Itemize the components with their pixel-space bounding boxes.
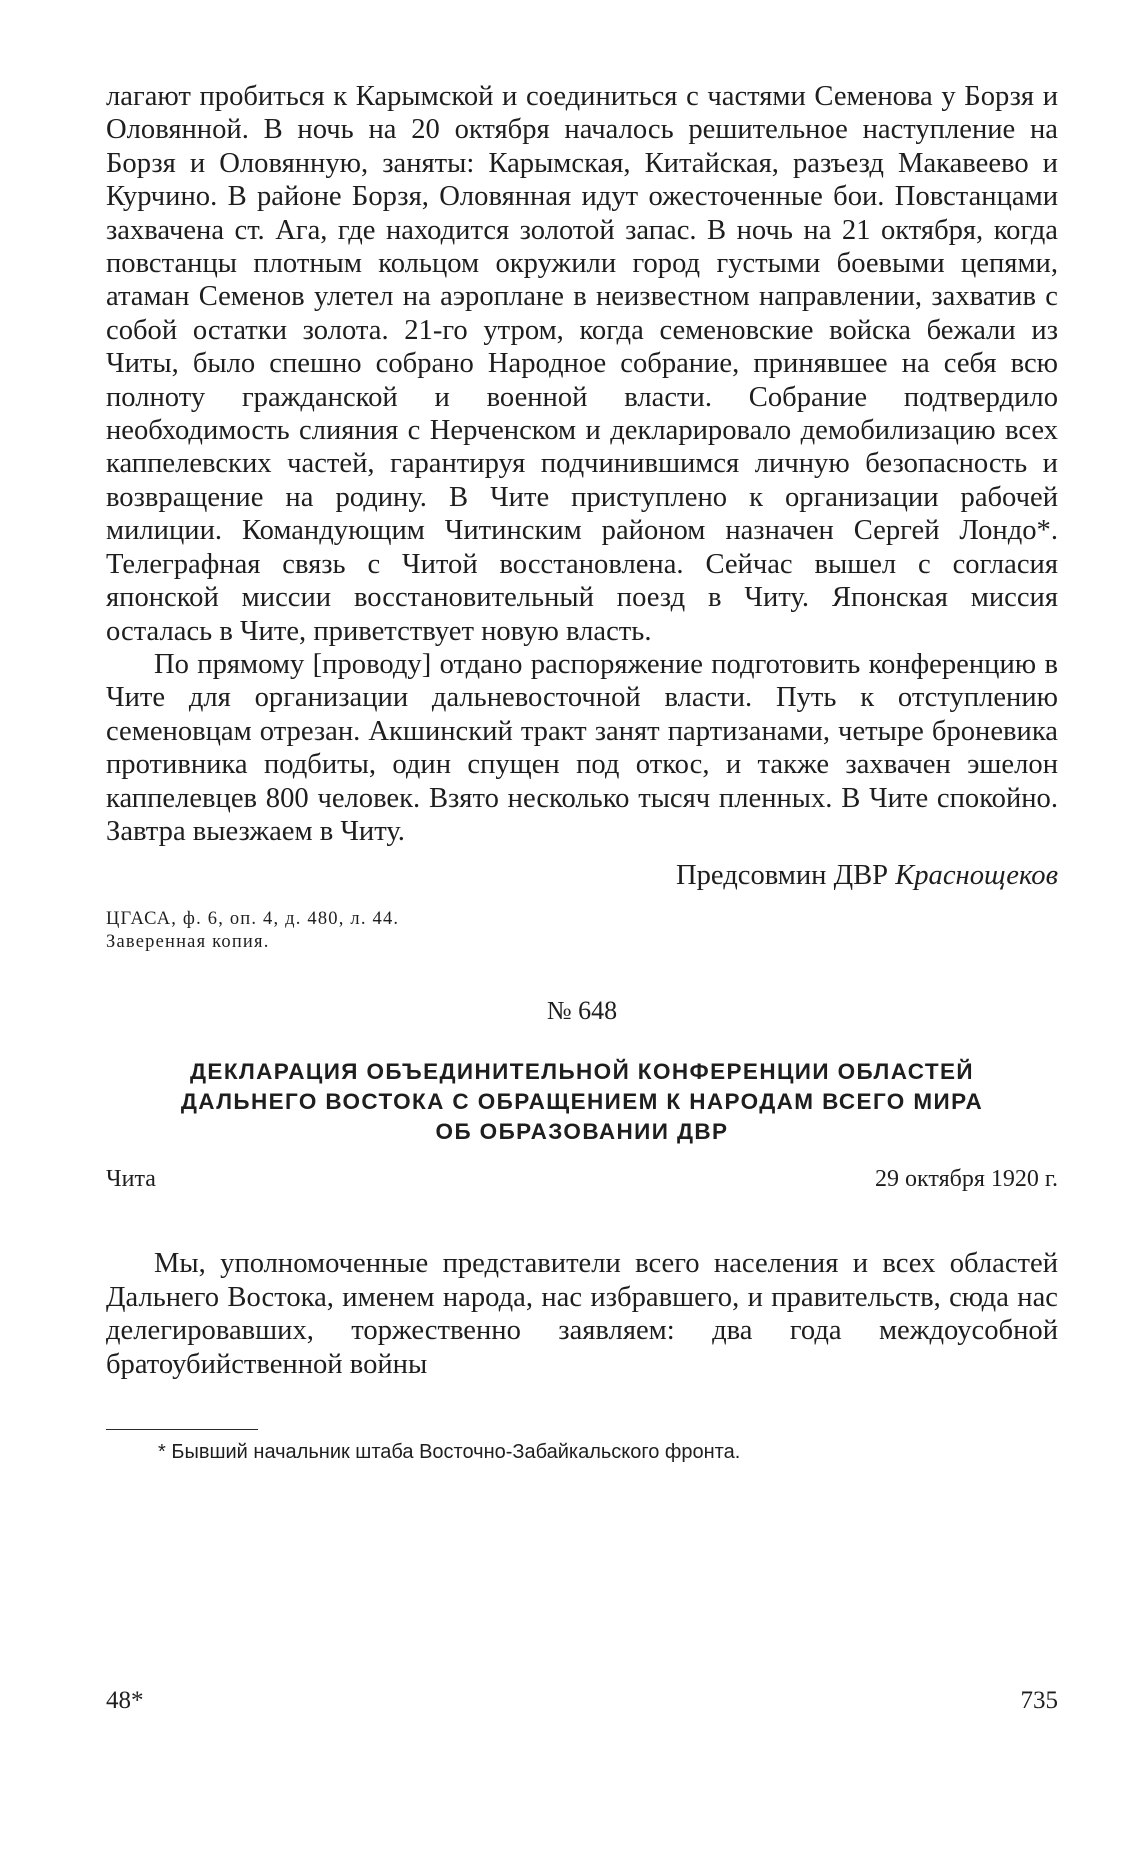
document-place: Чита — [106, 1166, 156, 1193]
archive-reference: ЦГАСА, ф. 6, оп. 4, д. 480, л. 44. — [106, 909, 400, 930]
footnote-divider — [106, 1429, 258, 1430]
document-number: № 648 — [546, 996, 618, 1026]
document-title-line-3: ОБ ОБРАЗОВАНИИ ДВР — [435, 1119, 729, 1145]
body-paragraph-2: По прямому [проводу] отдано распоряжение подготовить конференцию в Чите для организации дальневосточной власти. Путь к отступлению семеновцам отрезан. Акшинский тракт занят партизанами, четыре броневика противника подбиты, один спущен под откос, и также захвачен эшелон каппелевцев 800 человек. Взято несколько тысяч пленных. В Чите спокойно. Завтра выезжаем в Читу. — [106, 648, 1058, 847]
document-title-line-1: ДЕКЛАРАЦИЯ ОБЪЕДИНИТЕЛЬНОЙ КОНФЕРЕНЦИИ ОБЛАСТЕЙ — [190, 1059, 974, 1085]
signature-name: Краснощеков — [895, 860, 1058, 892]
signature-mark: 48* — [106, 1687, 144, 1714]
signature-position: Предсовмин ДВР — [675, 860, 889, 892]
body-paragraph-1: лагают пробиться к Карымской и соединиться с частями Семенова у Борзя и Оловянной. В ночь на 20 октября началось решительное наступление на Борзя и Оловянную, заняты: Карымская, Китайская, разъезд Макавеево и Курчино. В районе Борзя, Оловянная идут ожесточенные бои. Повстанцами захвачена ст. Ага, где находится золотой запас. В ночь на 21 октября, когда повстанцы плотным кольцом окружили город густыми боевыми цепями, атаман Семенов улетел на аэроплане в неизвестном направлении, захватив с собой остатки золота. 21-го утром, когда семеновские войска бежали из Читы, было спешно собрано Народное собрание, принявшее на себя всю полноту гражданской и военной власти. Собрание подтвердило необходимость слияния с Нерченском и декларировало демобилизацию всех каппелевских частей, гарантируя подчинившимся личную безопасность и возвращение на родину. В Чите приступлено к организации рабочей милиции. Командующим Читинским районом назначен Сергей Лондо*. Телеграфная связь с Читой восстановлена. Сейчас вышел с согласия японской миссии восстановительный поезд в Читу. Японская миссия осталась в Чите, приветствует новую власть. — [106, 81, 1058, 647]
document-title — [106, 1057, 1058, 1147]
place-date-line — [106, 1164, 1058, 1194]
archive-reference-block — [106, 908, 1058, 954]
declaration-text: Мы, уполномоченные представители всего населения и всех областей Дальнего Востока, именем народа, нас избравшего, и правительств, сюда нас делегировавших, торжественно заявляем: два года междоусобной братоубийственной войны — [106, 1248, 1058, 1380]
archive-note: Заверенная копия. — [106, 932, 270, 953]
signature-line — [106, 859, 1058, 892]
document-title-line-2: ДАЛЬНЕГО ВОСТОКА С ОБРАЩЕНИЕМ К НАРОДАМ ВСЕГО МИРА — [180, 1089, 984, 1115]
page-number: 735 — [1020, 1687, 1058, 1714]
footnote: * Бывший начальник штаба Восточно-Забайкальского фронта. — [158, 1440, 741, 1463]
document-date: 29 октября 1920 г. — [875, 1166, 1058, 1193]
page-footer — [106, 1686, 1058, 1716]
document-page — [106, 80, 1058, 1820]
